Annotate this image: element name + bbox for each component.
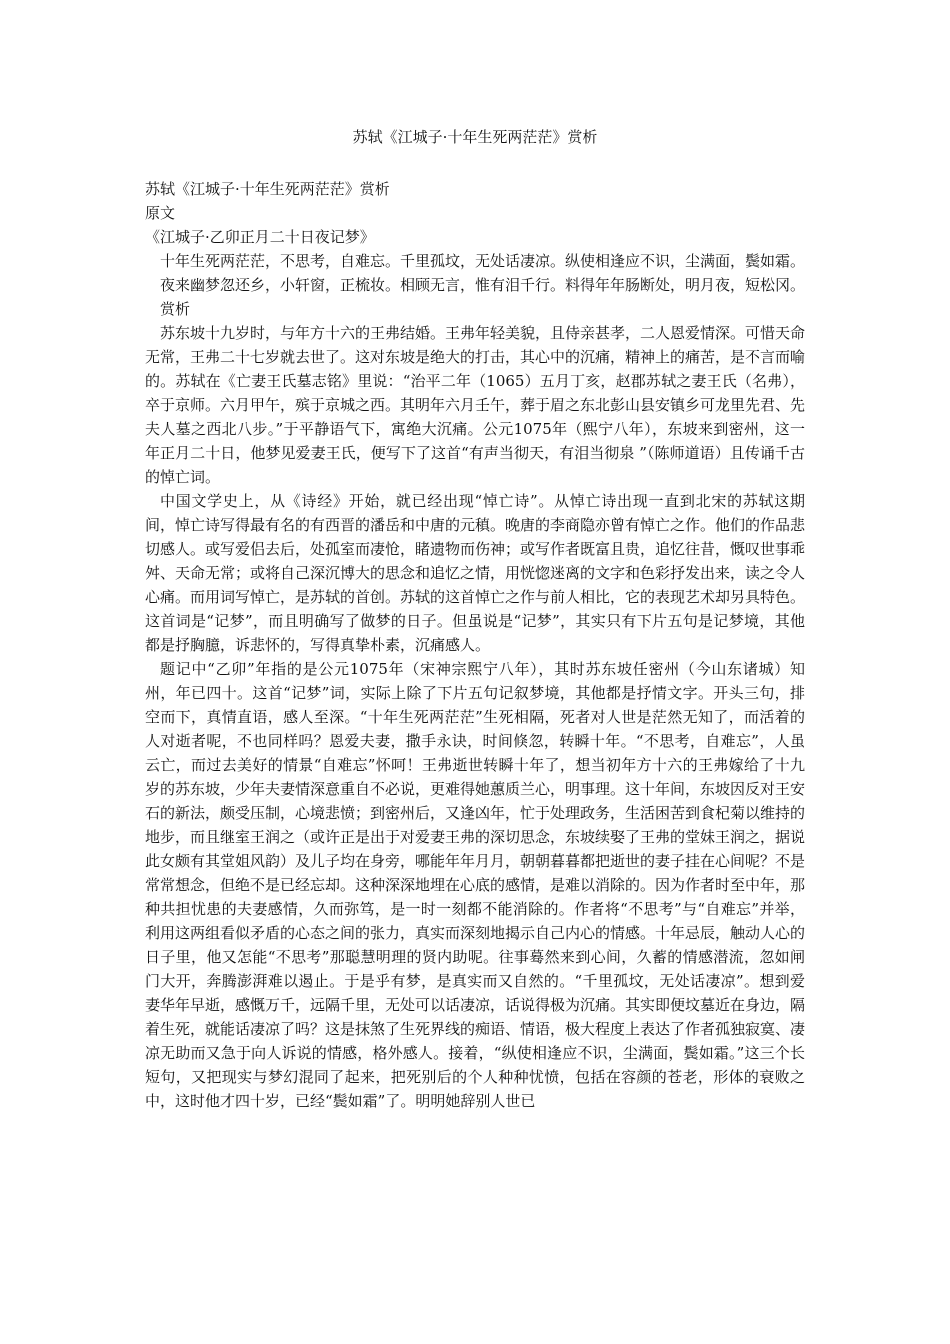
document-paragraph: 夜来幽梦忽还乡，小轩窗，正梳妆。相顾无言，惟有泪千行。料得年年肠断处，明月夜，短松冈。 xyxy=(160,276,806,294)
document-paragraph: 苏东坡十九岁时，与年方十六的王弗结婚。王弗年轻美貌，且侍亲甚孝，二人恩爱情深。可惜天命无常，王弗二十七岁就去世了。这对东坡是绝大的打击，其心中的沉痛，精神上的痛苦，是不言而喻的。苏轼在《亡妻王氏墓志铭》里说：“治平二年（1065）五月丁亥，赵郡苏轼之妻王氏（名弗），卒于京师。六月甲午，殡于京城之西。其明年六月壬午，葬于眉之东北彭山县安镇乡可龙里先君、先夫人墓之西北八步。”于平静语气下，寓绝大沉痛。公元1075年（熙宁八年），东坡来到密州，这一年正月二十日，他梦见爱妻王氏，便写下了这首“有声当彻天，有泪当彻泉 ”（陈师道语）且传诵千古的悼亡词。 xyxy=(145,324,806,486)
document-paragraph: 十年生死两茫茫，不思考，自难忘。千里孤坟，无处话凄凉。纵使相逢应不识，尘满面，鬓如霜。 xyxy=(160,252,806,270)
document-paragraph: 原文 xyxy=(145,204,176,222)
document-paragraph: 《江城子·乙卯正月二十日夜记梦》 xyxy=(145,228,375,246)
document-title: 苏轼《江城子·十年生死两茫茫》赏析 xyxy=(352,128,598,146)
document-body xyxy=(145,177,805,1113)
document-paragraph: 苏轼《江城子·十年生死两茫茫》赏析 xyxy=(145,180,390,198)
document-paragraph: 中国文学史上，从《诗经》开始，就已经出现“悼亡诗”。从悼亡诗出现一直到北宋的苏轼这期间，悼亡诗写得最有名的有西晋的潘岳和中唐的元稹。晚唐的李商隐亦曾有悼亡之作。他们的作品悲切感人。或写爱侣去后，处孤室而凄怆，睹遗物而伤神；或写作者既富且贵，追忆往昔，慨叹世事乖舛、天命无常；或将自己深沉博大的思念和追忆之情，用恍惚迷离的文字和色彩抒发出来，读之令人心痛。而用词写悼亡，是苏轼的首创。苏轼的这首悼亡之作与前人相比，它的表现艺术却另具特色。这首词是“记梦”，而且明确写了做梦的日子。但虽说是“记梦”，其实只有下片五句是记梦境，其他都是抒胸臆，诉悲怀的，写得真挚朴素，沉痛感人。 xyxy=(145,492,806,654)
document-paragraph: 赏析 xyxy=(160,300,191,318)
document-paragraph: 题记中“乙卯”年指的是公元1075年（宋神宗熙宁八年），其时苏东坡任密州（今山东诸城）知州，年已四十。这首“记梦”词，实际上除了下片五句记叙梦境，其他都是抒情文字。开头三句，排空而下，真情直语，感人至深。“十年生死两茫茫”生死相隔，死者对人世是茫然无知了，而活着的人对逝者呢，不也同样吗？恩爱夫妻，撒手永诀，时间倏忽，转瞬十年。“不思考，自难忘”，人虽云亡，而过去美好的情景“自难忘”怀呵！王弗逝世转瞬十年了，想当初年方十六的王弗嫁给了十九岁的苏东坡，少年夫妻情深意重自不必说，更难得她蕙质兰心，明事理。这十年间，东坡因反对王安石的新法，颇受压制，心境悲愤；到密州后，又逢凶年，忙于处理政务，生活困苦到食杞菊以维持的地步，而且继室王润之（或许正是出于对爱妻王弗的深切思念，东坡续娶了王弗的堂妹王润之，据说此女颇有其堂姐风韵）及儿子均在身旁，哪能年年月月，朝朝暮暮都把逝世的妻子挂在心间呢？不是常常想念，但绝不是已经忘却。这种深深地埋在心底的感情，是难以消除的。因为作者时至中年，那种共担忧患的夫妻感情，久而弥笃，是一时一刻都不能消除的。作者将“不思考”与“自难忘”并举，利用这两组看似矛盾的心态之间的张力，真实而深刻地揭示自己内心的情感。十年忌辰，触动人心的日子里，他又怎能“不思考”那聪慧明理的贤内助呢。往事蓦然来到心间，久蓄的情感潜流，忽如闸门大开，奔腾澎湃难以遏止。于是乎有梦，是真实而又自然的。“千里孤坟，无处话凄凉”。想到爱妻华年早逝，感慨万千，远隔千里，无处可以话凄凉，话说得极为沉痛。其实即便坟墓近在身边，隔着生死，就能话凄凉了吗？这是抹煞了生死界线的痴语、情语，极大程度上表达了作者孤独寂寞、凄凉无助而又急于向人诉说的情感，格外感人。接着，“纵使相逢应不识，尘满面，鬓如霜。”这三个长短句，又把现实与梦幻混同了起来，把死别后的个人种种忧愤，包括在容颜的苍老，形体的衰败之中，这时他才四十岁，已经“鬓如霜”了。明明她辞别人世已 xyxy=(145,660,806,1110)
